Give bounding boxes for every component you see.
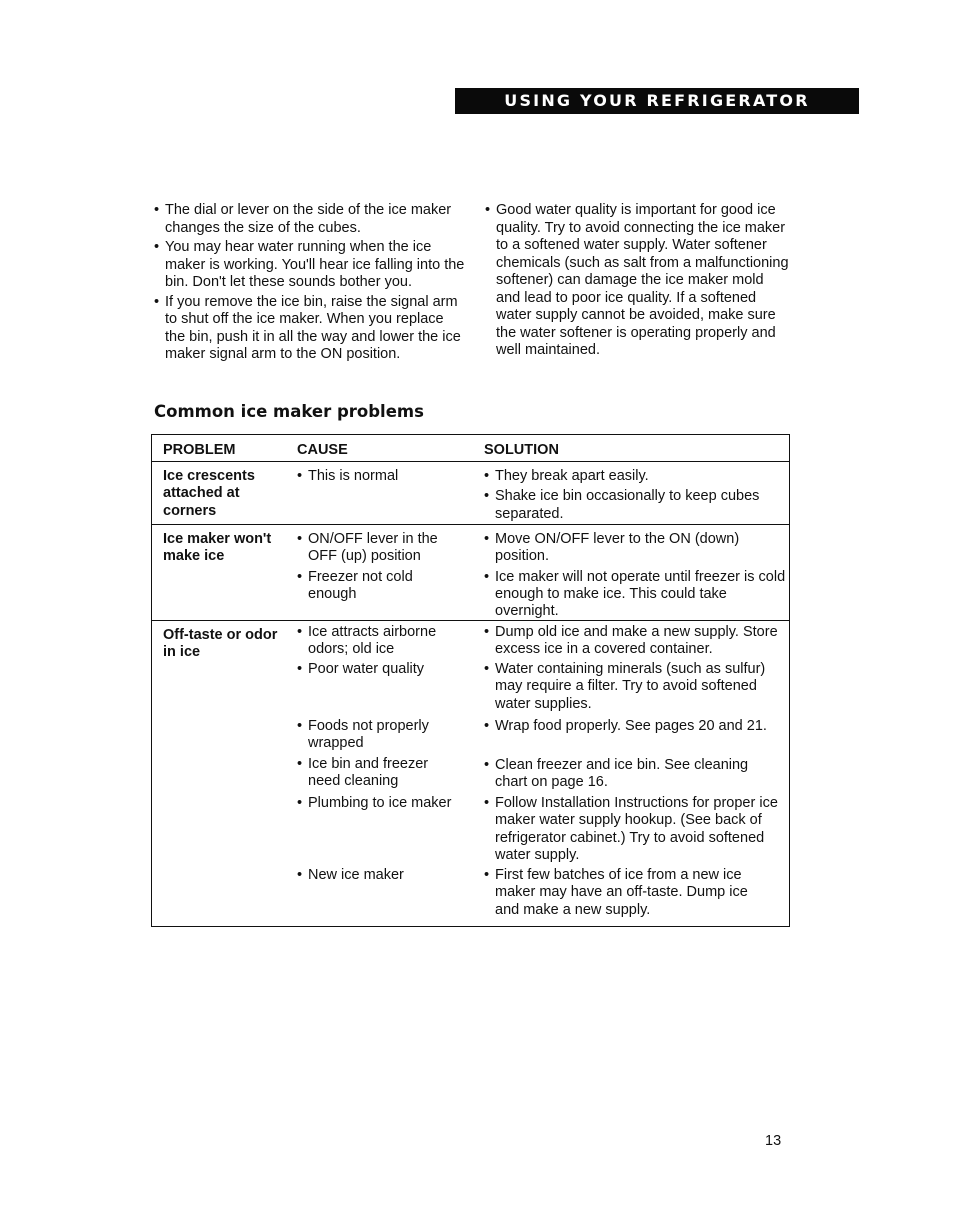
page-number: 13 <box>765 1133 782 1149</box>
problem-cell: Ice crescents attached at corners <box>163 468 255 519</box>
solution-item: • Dump old ice and make a new supply. Store excess ice in a covered container. <box>484 624 784 659</box>
problem-cell: Ice maker won't make ice <box>163 531 272 565</box>
intro-bullet: • If you remove the ice bin, raise the signal arm to shut off the ice maker. When you replace the bin, push it in all the way and lower the ice maker signal arm to the ON position. <box>154 294 466 364</box>
solution-item: • Move ON/OFF lever to the ON (down) position. <box>484 531 789 566</box>
cause-item: • ON/OFF lever in the OFF (up) position <box>297 531 462 566</box>
cause-item: • New ice maker <box>297 867 477 884</box>
cause-item: • This is normal <box>297 468 487 485</box>
problem-cell: Off-taste or odor in ice <box>163 627 278 661</box>
header-problem: PROBLEM <box>163 442 236 458</box>
solution-item: • Ice maker will not operate until freezer is cold enough to make ice. This could take overnight. <box>484 569 789 621</box>
cause-cell <box>297 468 487 485</box>
table-header-row <box>152 435 789 462</box>
solution-cell <box>484 621 789 927</box>
solution-item: • Shake ice bin occasionally to keep cubes separated. <box>484 488 789 523</box>
problems-table <box>151 434 790 927</box>
cause-item: • Ice attracts airborne odors; old ice <box>297 624 457 659</box>
cause-item: • Freezer not cold enough <box>297 569 447 604</box>
solution-cell <box>484 468 789 523</box>
solution-item: • Clean freezer and ice bin. See cleaning chart on page 16. <box>484 757 774 792</box>
intro-bullet: • The dial or lever on the side of the ice maker changes the size of the cubes. <box>154 202 466 237</box>
cause-item: • Plumbing to ice maker <box>297 795 477 812</box>
cause-cell <box>297 531 487 603</box>
cause-item: • Ice bin and freezer need cleaning <box>297 756 447 791</box>
solution-item: • First few batches of ice from a new ice maker may have an off-taste. Dump ice and make a new supply. <box>484 867 774 919</box>
table-row <box>152 525 789 621</box>
section-title: Common ice maker problems <box>154 402 424 421</box>
section-header-bar: USING YOUR REFRIGERATOR <box>455 88 859 114</box>
solution-cell <box>484 531 789 620</box>
intro-bullet: • You may hear water running when the ice maker is working. You'll hear ice falling into the bin. Don't let these sounds bother you. <box>154 239 466 292</box>
solution-item: • Water containing minerals (such as sulfur) may require a filter. Try to avoid softened water supplies. <box>484 661 789 713</box>
solution-item: • They break apart easily. <box>484 468 789 485</box>
table-row <box>152 621 789 927</box>
header-cause: CAUSE <box>297 442 348 458</box>
solution-item: • Follow Installation Instructions for proper ice maker water supply hookup. (See back of refrigerator cabinet.) Try to avoid softened water supply. <box>484 795 784 864</box>
intro-bullet: • Good water quality is important for good ice quality. Try to avoid connecting the ice maker to a softened water supply. Water softener chemicals (such as salt from a malfunctioning softener) can damage the ice maker mold and lead to poor ice quality. If a softened water supply cannot be avoided, make sure the water softener is operating properly and well maintained. <box>485 202 790 360</box>
solution-item: • Wrap food properly. See pages 20 and 21. <box>484 718 789 735</box>
intro-right-column <box>485 202 790 362</box>
table-row <box>152 462 789 525</box>
cause-item: • Poor water quality <box>297 661 477 678</box>
cause-item: • Foods not properly wrapped <box>297 718 447 753</box>
header-solution: SOLUTION <box>484 442 559 458</box>
intro-left-column <box>154 202 466 366</box>
cause-cell <box>297 621 487 927</box>
